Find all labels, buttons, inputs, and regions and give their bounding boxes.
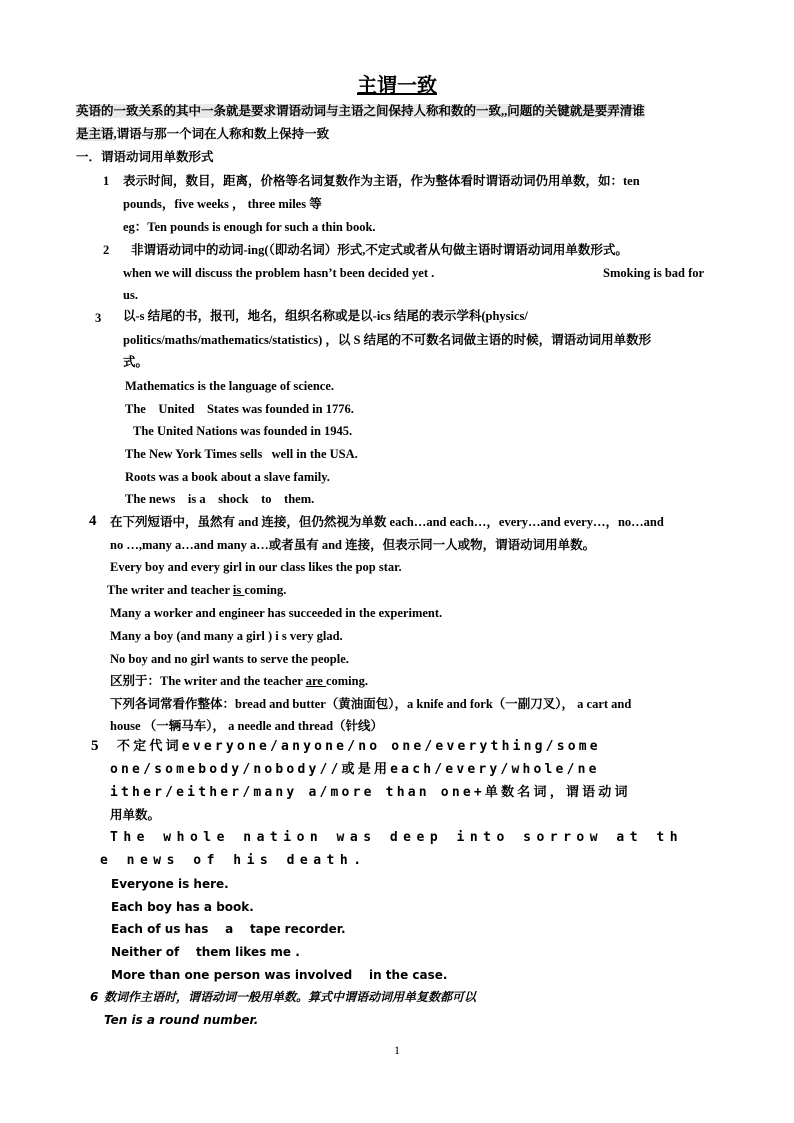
example-line: Many a worker and engineer has succeeded in the experiment. <box>110 606 443 620</box>
example-line: Everyone is here. <box>111 877 229 891</box>
example-line: The United States was founded in 1776. <box>125 402 354 416</box>
rule-number: 5 <box>91 738 99 754</box>
rule-number: 4 <box>89 513 97 529</box>
example-line: The United Nations was founded in 1945. <box>133 424 353 438</box>
example-line: Neither of them likes me . <box>111 945 300 959</box>
rule-5-example-2: e news of his death. <box>100 853 367 868</box>
rule-number: 1 <box>103 174 110 188</box>
rule-5-text-4: 用单数。 <box>110 808 161 822</box>
rule-3-text: 以-s 结尾的书，报刊，地名，组织名称或是以-ics 结尾的表示学科(physics/ <box>123 309 528 323</box>
rule-4-text: 在下列短语中，虽然有 and 连接，但仍然视为单数 each…and each…，every…and every…，no…and <box>110 515 664 529</box>
rule-5-example: The whole nation was deep into sorrow at th <box>110 830 684 845</box>
rule-1-text: 表示时间，数目，距离，价格等名词复数作为主语，作为整体看时谓语动词仍用单数，如：ten <box>123 174 640 188</box>
rule-5-text-3: ither/either/many a/more than one+单数名词，谓语动词 <box>110 785 631 800</box>
example-line: Each boy has a book. <box>111 900 254 914</box>
contrast-line: 区别于：The writer and the teacher are coming. <box>110 674 368 688</box>
rule-6-text: 数词作主语时，谓语动词一般用单数。算式中谓语动词用单复数都可以 <box>104 990 477 1004</box>
rule-number: 3 <box>95 311 102 325</box>
example-line: More than one person was involved in the case. <box>111 968 448 982</box>
example-line: Each of us has a tape recorder. <box>111 922 346 936</box>
rule-3-text-2: politics/maths/mathematics/statistics) ，以 S 结尾的不可数名词做主语的时候，谓语动词用单数形 <box>123 333 652 347</box>
example-line: No boy and no girl wants to serve the people. <box>110 652 349 666</box>
rule-4-text-2: no …,many a…and many a…或者虽有 and 连接，但表示同一人或物，谓语动词用单数。 <box>110 538 596 552</box>
rule-number: 6 <box>90 990 99 1004</box>
page-number: 1 <box>394 1043 400 1057</box>
rule-5-text-2: one/somebody/nobody//或是用each/every/whole/ne <box>110 762 600 777</box>
whole-words-line-2: house （一辆马车）， a needle and thread（针线） <box>110 719 384 733</box>
example-line: The writer and teacher is coming. <box>107 583 287 597</box>
rule-2-example-1: when we will discuss the problem hasn’t been decided yet . <box>123 266 435 280</box>
rule-1-text-2: pounds，five weeks ， three miles 等 <box>123 197 322 211</box>
rule-2-example-2b: us. <box>123 288 138 302</box>
section-heading: 一．谓语动词用单数形式 <box>76 150 214 164</box>
example-line: Many a boy (and many a girl ) i s very glad. <box>110 629 343 643</box>
rule-2-example-2: Smoking is bad for <box>603 266 705 280</box>
intro-line-1: 英语的一致关系的其中一条就是要求谓语动词与主语之间保持人称和数的一致,,问题的关键就是要弄清谁 <box>76 104 645 118</box>
rule-3-text-3: 式。 <box>123 355 149 369</box>
example-line: The news is a shock to them. <box>125 492 315 506</box>
rule-number: 2 <box>103 243 110 257</box>
example-line: Every boy and every girl in our class likes the pop star. <box>110 560 402 574</box>
page-title: 主谓一致 <box>357 75 437 97</box>
whole-words-line: 下列各词常看作整体：bread and butter（黄油面包），a knife and fork（一副刀叉）， a cart and <box>110 697 632 711</box>
example-line: Mathematics is the language of science. <box>125 379 334 393</box>
rule-6-example: Ten is a round number. <box>104 1013 259 1027</box>
rule-1-example: eg：Ten pounds is enough for such a thin book. <box>123 220 376 234</box>
rule-5-text: 不定代词everyone/anyone/no one/everything/some <box>117 739 601 754</box>
example-line: Roots was a book about a slave family. <box>125 470 330 484</box>
rule-2-text: 非谓语动词中的动词-ing(（即动名词）形式,不定式或者从句做主语时谓语动词用单数形式。 <box>131 243 628 257</box>
intro-line-2: 是主语,谓语与那一个词在人称和数上保持一致 <box>76 127 330 141</box>
example-line: The New York Times sells well in the USA. <box>125 447 358 461</box>
